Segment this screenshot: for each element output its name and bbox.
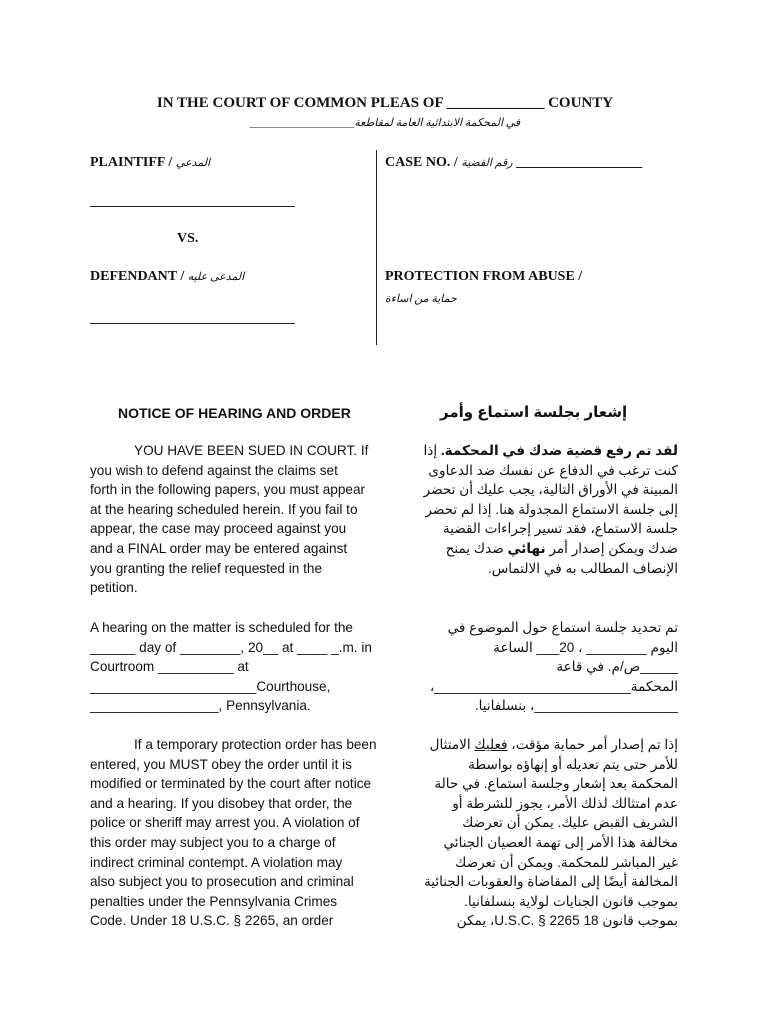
protection-label: PROTECTION FROM ABUSE / — [385, 269, 583, 284]
order-line-arabic: المخالفة أيضًا إلى المقاضاة والعقوبات الجنائية — [423, 874, 678, 890]
sued-line-arabic: جلسة الاستماع، فقد تسير إجراءات القضية — [442, 521, 678, 537]
sued-line-arabic: المبينة في الأوراق التالية، يجب عليك أن تحضر — [423, 482, 678, 498]
protection-label-arabic: حماية من اساءة — [385, 293, 457, 305]
sued-line: you wish to defend against the claims set — [90, 462, 338, 478]
order-first-post-arabic: الامتثال — [429, 737, 475, 752]
hearing-line-arabic: تم تحديد جلسة استماع حول الموضوع في — [447, 620, 678, 635]
plaintiff-label-arabic: المدعي — [175, 157, 211, 169]
sued-line: forth in the following papers, you must appear — [90, 482, 366, 498]
case-number-label — [385, 155, 642, 171]
sued-line-arabic — [410, 441, 678, 461]
hearing-line-arabic: اليوم ________ ، 20___ الساعة — [493, 639, 678, 655]
court-header: IN THE COURT OF COMMON PLEAS OF _____________ COUNTY — [156, 95, 614, 111]
plaintiff-label — [90, 155, 210, 171]
hearing-line: _________________, Pennsylvania. — [90, 698, 311, 714]
hearing-line-arabic: ___________________، بنسلفانيا. — [474, 698, 678, 714]
caption-divider — [376, 150, 377, 345]
sued-line-arabic: الإنصاف المطالب به في الالتماس. — [487, 560, 678, 576]
order-line-arabic — [410, 735, 678, 755]
hearing-line: Courtroom __________ at — [90, 659, 249, 675]
hearing-line-arabic: _____ص/م. في قاعة — [556, 659, 678, 675]
order-line-arabic: عدم امتثالك لذلك الأمر، يجوز للشرطة أو — [452, 795, 678, 811]
order-line-arabic: بموجب قانون 18 U.S.C. § 2265، يمكن — [456, 913, 678, 929]
notice-title-arabic: إشعار بجلسة استماع وأمر — [440, 404, 628, 421]
hearing-paragraph-arabic — [410, 618, 678, 716]
sued-line-arabic: كنت ترغب في الدفاع عن نفسك ضد الدعاوى — [428, 462, 678, 478]
protection-order-paragraph — [90, 735, 410, 931]
sued-line: and a FINAL order may be entered against — [90, 540, 348, 556]
order-line: Code. Under 18 U.S.C. § 2265, an order — [90, 913, 334, 929]
notice-title: NOTICE OF HEARING AND ORDER — [118, 405, 351, 421]
protection-order-paragraph-arabic — [410, 735, 678, 931]
sued-line: YOU HAVE BEEN SUED IN COURT. If — [134, 443, 369, 458]
order-must-arabic: فعليك — [474, 737, 508, 752]
order-first-pre-arabic: إذا تم إصدار أمر حماية مؤقت، — [507, 737, 678, 752]
order-line: indirect criminal contempt. A violation may — [90, 854, 343, 870]
defendant-label — [90, 269, 244, 285]
order-line: also subject you to prosecution and criminal — [90, 874, 354, 890]
final-word-arabic: نهائي — [507, 540, 546, 556]
final-post-arabic: ضدك يمنح — [445, 540, 508, 556]
sued-lead-arabic: لقد تم رفع قضية ضدك في المحكمة. — [440, 443, 678, 458]
order-line-arabic: غير المباشر للمحكمة. ويمكن أن تعرضك — [455, 854, 678, 870]
sued-lead-tail-arabic: إذا — [423, 443, 441, 458]
order-line-arabic: المحكمة بعد إشعار وجلسة استماع. في حالة — [434, 776, 678, 792]
plaintiff-signature-line — [90, 206, 295, 207]
sued-line: you granting the relief requested in the — [90, 560, 323, 576]
court-header-arabic: في المحكمة الابتدائية العامة لمقاطعة___________________ — [249, 117, 521, 129]
order-line: police or sheriff may arrest you. A violation of — [90, 815, 360, 831]
case-number-label-en: CASE NO. / — [385, 155, 458, 170]
sued-line: petition. — [90, 580, 138, 596]
defendant-label-en: DEFENDANT / — [90, 269, 185, 284]
order-line-arabic: مخالفة هذا الأمر إلى تهمة العصيان الجنائي — [443, 834, 678, 850]
sued-line-arabic — [410, 539, 678, 559]
order-line: penalties under the Pennsylvania Crimes — [90, 893, 338, 909]
sued-line-arabic: إلى جلسة الاستماع المجدولة هنا. إذا لم تحضر — [425, 501, 678, 517]
hearing-paragraph — [90, 618, 410, 716]
sued-line: at the hearing scheduled herein. If you fail to — [90, 501, 358, 517]
defendant-signature-line — [90, 323, 295, 324]
hearing-line: ______________________Courthouse, — [90, 678, 331, 694]
sued-line: appear, the case may proceed against you — [90, 521, 347, 537]
versus-label: VS. — [177, 231, 199, 246]
order-line: modified or terminated by the court after notice — [90, 776, 372, 792]
plaintiff-label-en: PLAINTIFF / — [90, 155, 173, 170]
hearing-line: ______ day of ________, 20__ at ____ _.m. in — [90, 639, 372, 655]
case-number-blank: __________________ — [516, 155, 643, 170]
order-line: If a temporary protection order has been — [134, 737, 377, 752]
order-line-arabic: بموجب قانون الجنايات لولاية بنسلفانيا. — [464, 893, 678, 909]
case-number-label-arabic: رقم القضية — [461, 157, 513, 169]
order-line-arabic: الشريف القبض عليك. يمكن أن تعرضك — [462, 815, 678, 831]
order-line: entered, you MUST obey the order until it is — [90, 756, 352, 772]
sued-paragraph-arabic — [410, 441, 678, 578]
sued-paragraph — [90, 441, 410, 598]
final-pre-arabic: ضدك ويمكن إصدار أمر — [545, 540, 678, 556]
order-line: this order may subject you to a charge of — [90, 834, 336, 850]
order-line: and a hearing. If you disobey that order, the — [90, 795, 353, 811]
hearing-line-arabic: المحكمة__________________________، — [429, 678, 678, 694]
defendant-label-arabic: المدعى عليه — [187, 271, 245, 283]
hearing-line: A hearing on the matter is scheduled for the — [90, 620, 353, 635]
order-line-arabic: للأمر حتى يتم تعديله أو إنهاؤه بواسطة — [468, 756, 678, 772]
